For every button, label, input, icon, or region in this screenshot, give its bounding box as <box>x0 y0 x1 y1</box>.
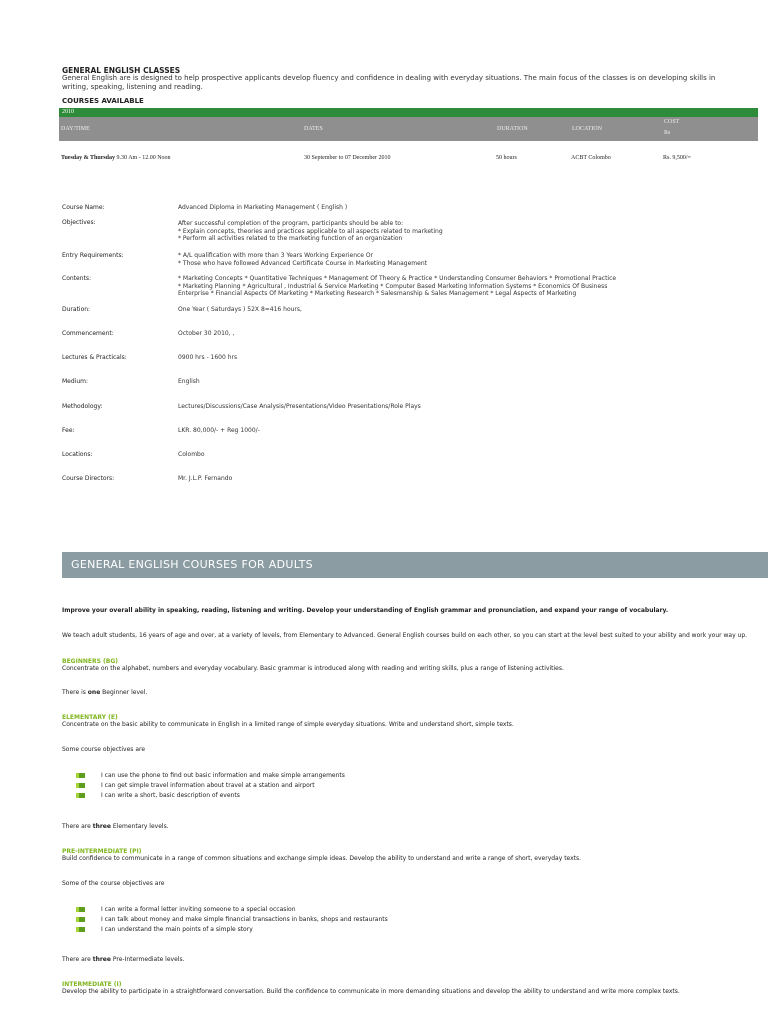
detail-value: Colombo <box>178 451 205 458</box>
header-duration: DURATION <box>497 126 528 132</box>
detail-value: October 30 2010, , <box>178 330 235 337</box>
detail-label: Medium: <box>62 378 89 385</box>
header-day-time: DAY/TIME <box>61 126 90 132</box>
bullet-icon <box>76 907 85 912</box>
detail-label: Course Directors: <box>62 475 115 482</box>
list-item: I can talk about money and make simple financial transactions in banks, shops and restaurants <box>101 916 388 923</box>
count-pre: There are <box>62 823 93 830</box>
detail-value: LKR. 80,000/- + Reg 1000/- <box>178 427 260 434</box>
detail-value: * Marketing Planning * Agricultural , Industrial & Service Marketing * Computer Based Marketing Information Systems * Economics Of Business <box>178 282 608 290</box>
level-text: Concentrate on the alphabet, numbers and everyday vocabulary. Basic grammar is introduced along with reading and writing skills, plus a range of listening activities. <box>62 665 564 672</box>
count-pre: There are <box>62 956 93 963</box>
detail-value: * Those who have followed Advanced Certificate Course in Marketing Management <box>178 259 427 267</box>
level-count <box>62 689 762 697</box>
detail-value: After successful completion of the program, participants should be able to: <box>178 220 404 227</box>
detail-label: Objectives: <box>62 219 96 226</box>
intro-text: We teach adult students, 16 years of age and over, at a variety of levels, from Elementary to Advanced. General English courses build on each other, so you can start at the level best suited to your ability and work your way up. <box>62 632 748 639</box>
count-bold: three <box>92 956 111 963</box>
courses-available-heading: COURSES AVAILABLE <box>62 97 144 105</box>
intro-bold: Improve your overall ability in speaking, reading, listening and writing. Develop your understanding of English grammar and pronunciation, and expand your range of vocabulary. <box>62 607 669 614</box>
detail-label: Course Name: <box>62 204 105 211</box>
list-item: I can get simple travel information about travel at a station and airport <box>101 782 315 789</box>
level-heading-beginners: BEGINNERS (BG) <box>62 658 118 665</box>
detail-value: One Year ( Saturdays ) 52X 8=416 hours, <box>178 306 302 313</box>
table-cell-cost: Rs. 9,500/= <box>663 155 691 161</box>
detail-value: Enterprise * Financial Aspects Of Marketing * Marketing Research * Salesmanship & Sales Management * Legal Aspects of Marketing <box>178 290 577 297</box>
detail-value: * Explain concepts, theories and practices applicable to all aspects related to marketing <box>178 227 443 235</box>
section-title: GENERAL ENGLISH CLASSES <box>62 66 181 75</box>
header-location: LOCATION <box>572 126 602 132</box>
bullet-icon <box>76 927 85 932</box>
count-pre: There is <box>62 689 88 696</box>
level-heading-elementary: ELEMENTARY (E) <box>62 714 118 721</box>
detail-value: Lectures/Discussions/Case Analysis/Presentations/Video Presentations/Role Plays <box>178 403 421 410</box>
detail-value: Mr. J.L.P. Fernando <box>178 475 233 482</box>
section-description: General English are is designed to help prospective applicants develop fluency and confidence in dealing with everyday situations. The main focus of the classes is on developing skills in writing, speaking, listening and reading. <box>62 74 716 91</box>
level-text: Concentrate on the basic ability to communicate in English in a limited range of simple everyday situations. Write and understand short, simple texts. <box>62 721 514 728</box>
level-text: Develop the ability to participate in a straightforward conversation. Build the confidence to communicate in more demanding situations and develop the ability to understand and write more complex texts. <box>62 988 680 995</box>
bullet-icon <box>76 773 85 778</box>
detail-value: Advanced Diploma in Marketing Management ( English ) <box>178 204 348 211</box>
detail-label: Lectures & Practicals: <box>62 354 127 361</box>
objectives-intro: Some course objectives are <box>62 746 146 753</box>
detail-value: * Marketing Concepts * Quantitative Techniques * Management Of Theory & Practice * Understanding Consumer Behaviors * Promotional Practice <box>178 275 617 282</box>
table-cell-location: ACBT Colombo <box>571 155 611 161</box>
detail-label: Duration: <box>62 306 91 313</box>
bullet-icon <box>76 783 85 788</box>
year-label: 2010 <box>62 109 74 115</box>
count-bold: one <box>87 689 101 696</box>
level-count <box>62 956 762 964</box>
table-cell-duration: 50 hours <box>496 155 517 161</box>
table-header <box>59 117 758 141</box>
section-banner: GENERAL ENGLISH COURSES FOR ADULTS <box>62 552 768 578</box>
bullet-icon <box>76 917 85 922</box>
detail-value: English <box>178 378 200 385</box>
detail-label: Fee: <box>62 427 75 434</box>
level-heading-pre-intermediate: PRE-INTERMEDIATE (PI) <box>62 848 142 855</box>
count-bold: three <box>92 823 111 830</box>
list-item: I can use the phone to find out basic information and make simple arrangements <box>101 772 345 779</box>
level-count <box>62 823 762 831</box>
detail-value: * A/L qualification with more than 3 Years Working Experience Or <box>178 252 374 259</box>
bullet-icon <box>76 793 85 798</box>
detail-label: Contents: <box>62 275 92 282</box>
table-cell-dates: 30 September to 07 December 2010 <box>304 155 391 161</box>
list-item: I can understand the main points of a simple story <box>101 926 253 933</box>
count-post: Elementary levels. <box>110 823 169 830</box>
count-post: Beginner level. <box>100 689 148 696</box>
detail-value: * Perform all activities related to the marketing function of an organization <box>178 235 403 242</box>
list-item: I can write a short, basic description of events <box>101 792 240 799</box>
detail-value: 0900 hrs - 1600 hrs <box>178 354 238 361</box>
detail-label: Locations: <box>62 451 93 458</box>
detail-label: Commencement: <box>62 330 114 337</box>
year-bar <box>59 108 758 117</box>
detail-label: Methodology: <box>62 403 103 410</box>
header-cost-unit: Rs <box>664 130 671 136</box>
day-label: Tuesday & Thursday <box>61 155 116 161</box>
level-text: Build confidence to communicate in a range of common situations and exchange simple ideas. Develop the ability to understand and write a range of short, everyday texts. <box>62 855 582 862</box>
time-label: 9.30 Am - 12.00 Noon <box>115 155 171 161</box>
header-dates: DATES <box>304 126 323 132</box>
detail-label: Entry Requirements: <box>62 252 124 259</box>
header-cost: COST <box>664 119 680 125</box>
level-heading-intermediate: INTERMEDIATE (I) <box>62 981 122 988</box>
table-cell-daytime <box>61 155 171 161</box>
count-post: Pre-Intermediate levels. <box>110 956 185 963</box>
objectives-intro: Some of the course objectives are <box>62 880 165 887</box>
list-item: I can write a formal letter inviting someone to a special occasion <box>101 906 296 913</box>
